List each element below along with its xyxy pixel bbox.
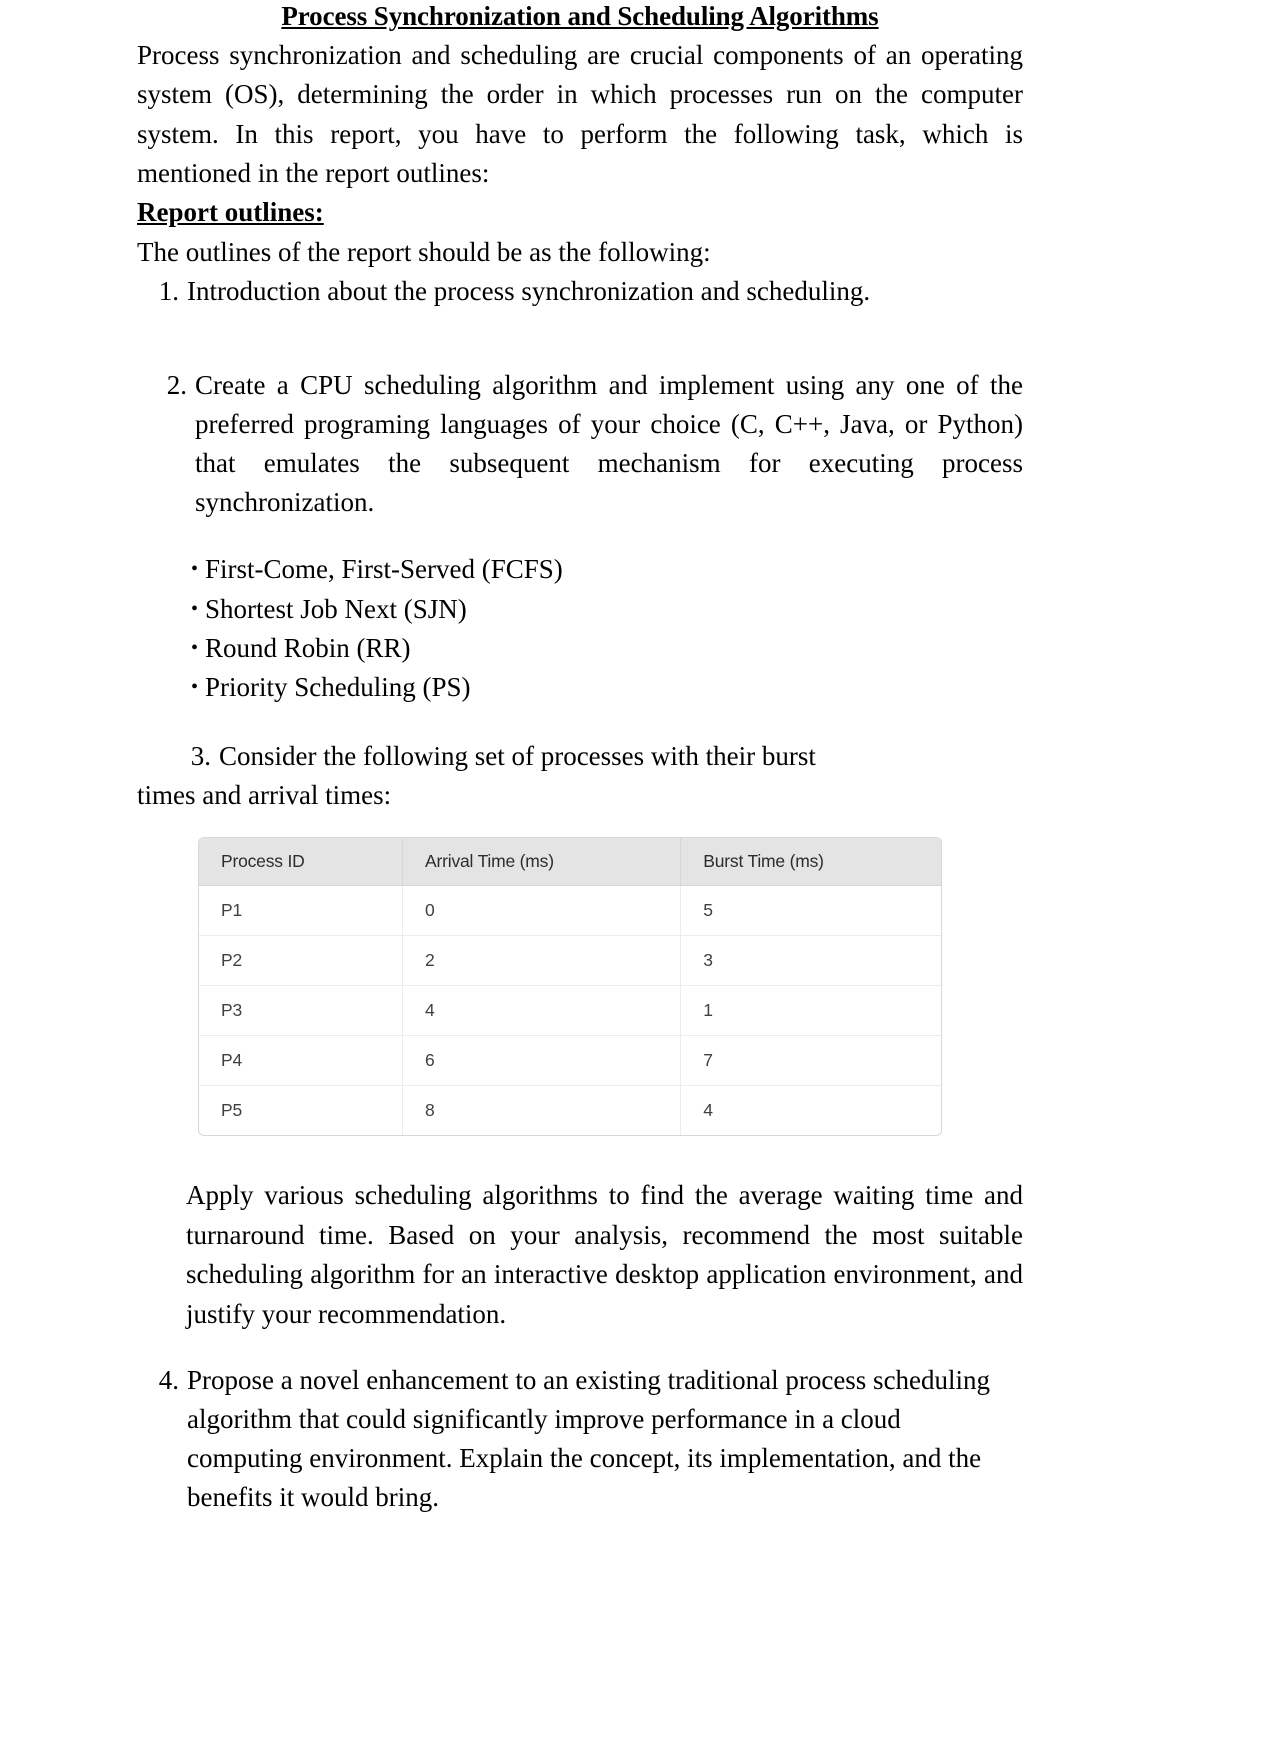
table-row — [199, 936, 941, 986]
list-item-sjn — [137, 590, 1023, 629]
cell-arrival-time: 4 — [403, 986, 681, 1036]
list-item-fcfs-label: First-Come, First-Served (FCFS) — [205, 554, 563, 585]
report-outlines-heading: Report outlines: — [137, 197, 324, 228]
list-item-3 — [137, 737, 1023, 776]
list-item-4 — [137, 1361, 1023, 1518]
table-row — [199, 1036, 941, 1086]
apply-paragraph: Apply various scheduling algorithms to find the average waiting time and turnaround time. Based on your analysis, recommend the most suitable scheduling algorithm for an interactive desktop application environment, and justify your recommendation. — [186, 1180, 1023, 1329]
cell-process-id: P3 — [199, 986, 403, 1036]
list-item-4-marker: 4. — [158, 1364, 179, 1395]
process-table-container — [198, 837, 942, 1136]
list-item-ps-label: Priority Scheduling (PS) — [205, 671, 471, 702]
process-table-header — [199, 838, 941, 886]
cell-burst-time: 5 — [681, 886, 941, 936]
report-outlines-lead: The outlines of the report should be as the following: — [137, 236, 711, 267]
process-table-body — [199, 886, 941, 1135]
cell-arrival-time: 8 — [403, 1086, 681, 1135]
cell-burst-time: 4 — [703, 1100, 713, 1121]
list-item-1 — [137, 272, 1023, 311]
cell-burst-time: 7 — [681, 1036, 941, 1086]
list-item-fcfs — [137, 550, 1023, 589]
page-title: Process Synchronization and Scheduling Algorithms — [281, 1, 879, 31]
list-item-4-text: Propose a novel enhancement to an existing traditional process scheduling algorithm that could significantly improve performance in a cloud computing environment. Explain the concept, its implementation, and the benefits it would bring. — [187, 1364, 991, 1513]
table-row — [199, 886, 941, 936]
list-item-2 — [137, 366, 1023, 523]
cell-process-id: P2 — [199, 936, 403, 986]
cell-arrival-time: 6 — [403, 1036, 681, 1086]
cell-process-id: P5 — [199, 1086, 403, 1135]
list-item-ps — [137, 668, 1023, 707]
bullet-icon: • — [191, 675, 199, 698]
table-row — [199, 1086, 941, 1135]
column-header-burst-time: Burst Time (ms) — [681, 838, 941, 886]
list-item-rr — [137, 629, 1023, 668]
list-item-3-text-continued: times and arrival times: — [137, 780, 392, 811]
bullet-icon: • — [191, 597, 199, 620]
cell-arrival-time: 0 — [403, 886, 681, 936]
list-item-1-text: Introduction about the process synchronization and scheduling. — [187, 275, 871, 306]
cell-process-id: P4 — [199, 1036, 403, 1086]
cell-arrival-time: 2 — [403, 936, 681, 986]
table-header-row — [199, 838, 941, 886]
column-header-process-id: Process ID — [199, 838, 403, 886]
bullet-icon: • — [191, 636, 199, 659]
algorithm-bullet-list — [137, 550, 1023, 707]
list-item-2-marker: 2. — [166, 369, 187, 400]
process-table — [198, 837, 942, 1136]
list-item-rr-label: Round Robin (RR) — [205, 632, 411, 663]
document-page — [137, 0, 1023, 1518]
intro-paragraph: Process synchronization and scheduling are crucial components of an operating system (OS), determining the order in which processes run on the computer system. In this report, you have to perform the following task, which is mentioned in the report outlines: — [137, 39, 1023, 189]
list-item-3-marker: 3. — [190, 741, 211, 772]
list-item-sjn-label: Shortest Job Next (SJN) — [205, 593, 467, 624]
table-row — [199, 986, 941, 1036]
list-item-2-text: Create a CPU scheduling algorithm and implement using any one of the preferred programing languages of your choice (C, C++, Java, or Python) that emulates the subsequent mechanism for executing process synchronization. — [195, 369, 1023, 518]
cell-burst-time: 3 — [681, 936, 941, 986]
bullet-icon: • — [191, 558, 199, 581]
list-item-1-marker: 1. — [158, 275, 179, 306]
cell-process-id: P1 — [199, 886, 403, 936]
column-header-arrival-time: Arrival Time (ms) — [403, 838, 681, 886]
cell-burst-time: 1 — [681, 986, 941, 1036]
list-item-3-text: Consider the following set of processes with their burst — [219, 741, 816, 772]
